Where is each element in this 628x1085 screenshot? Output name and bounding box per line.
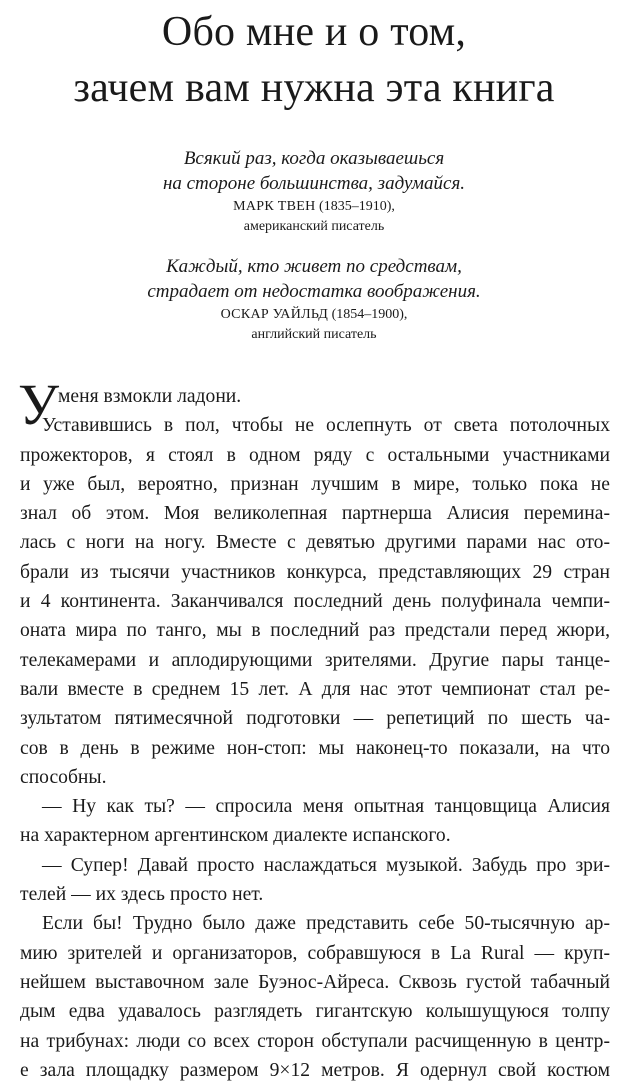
text-line: меня взмокли ладони. (58, 386, 242, 407)
text-line: и 4 континента. Заканчивался последний день полуфинала чемпи- (20, 591, 610, 613)
text-line: вали вместе в среднем 15 лет. А для нас этот чемпионат стал ре- (20, 678, 610, 700)
text-line: прожекторов, я стоял в одном ряду с остальными участниками (20, 444, 610, 466)
epigraph-quote-line: Всякий раз, когда оказываешься (183, 148, 445, 169)
epigraph-quote-line: на стороне большинства, задумайся. (162, 173, 466, 194)
epigraph-author (0, 197, 628, 237)
epigraph-author-years: (1835–1910), (315, 199, 395, 214)
epigraph-wilde (0, 254, 628, 345)
text-line: Уставившись в пол, чтобы не ослепнуть от света потолочных (42, 415, 610, 437)
text-line: зультатом пятимесячной подготовки — репетиций по шесть ча- (20, 708, 610, 730)
epigraph-author-name: ОСКАР УАЙЛЬД (220, 307, 329, 322)
text-line: — Супер! Давай просто наслаждаться музыкой. Забудь про зри- (42, 854, 610, 876)
text-line: и уже был, вероятно, признан лучшим в мире, только пока не (20, 473, 610, 495)
body-text (18, 372, 610, 1085)
epigraph-twain (0, 146, 628, 237)
text-line: на трибунах: люди со всех сторон обступали расчищенную в центр- (20, 1030, 610, 1052)
chapter-title-line-2: зачем вам нужна эта книга (73, 65, 555, 111)
text-line: телей — их здесь просто нет. (20, 884, 264, 906)
epigraph-author-name: МАРК ТВЕН (233, 199, 316, 214)
chapter-title-line-1: Обо мне и о том, (161, 9, 467, 55)
text-line: знал об этом. Моя великолепная партнерша Алисия перемина- (20, 503, 610, 525)
text-line: мию зрителей и организаторов, собравшуюся в La Rural — круп- (20, 942, 610, 964)
text-line: лась с ноги на ногу. Вместе с девятью другими парами нас ото- (20, 532, 610, 554)
drop-cap: У (18, 372, 60, 437)
epigraph-quote-line: страдает от недостатка воображения. (147, 281, 481, 302)
text-line: брали из тысячи участников конкурса, представляющих 29 стран (20, 561, 610, 583)
epigraph-author-description: английский писатель (251, 327, 377, 342)
text-line: Если бы! Трудно было даже представить себе 50-тысячную ар- (42, 913, 610, 935)
epigraph-author-years: (1854–1900), (328, 307, 408, 322)
text-line: на характерном аргентинском диалекте испанского. (20, 825, 451, 847)
epigraph-author (0, 305, 628, 345)
chapter-title (0, 4, 628, 116)
epigraph-author-description: американский писатель (243, 219, 385, 234)
epigraph-quote-line: Каждый, кто живет по средствам, (166, 256, 462, 277)
text-line: сов в день в режиме нон-стоп: мы наконец-то показали, на что (20, 737, 610, 759)
text-line: — Ну как ты? — спросила меня опытная танцовщица Алисия (42, 796, 610, 818)
text-line: нейшем выставочном зале Буэнос-Айреса. Сквозь густой табачный (20, 971, 610, 993)
text-line: телекамерами и аплодирующими зрителями. Другие пары танце- (20, 649, 610, 671)
text-line: способны. (20, 766, 107, 788)
text-line: дым едва удавалось разглядеть гигантскую колышущуюся толпу (20, 1001, 610, 1023)
text-line: оната мира по танго, мы в последний раз предстали перед жюри, (20, 620, 610, 642)
text-line: е зала площадку размером 9×12 метров. Я одернул свой костюм (20, 1059, 610, 1081)
